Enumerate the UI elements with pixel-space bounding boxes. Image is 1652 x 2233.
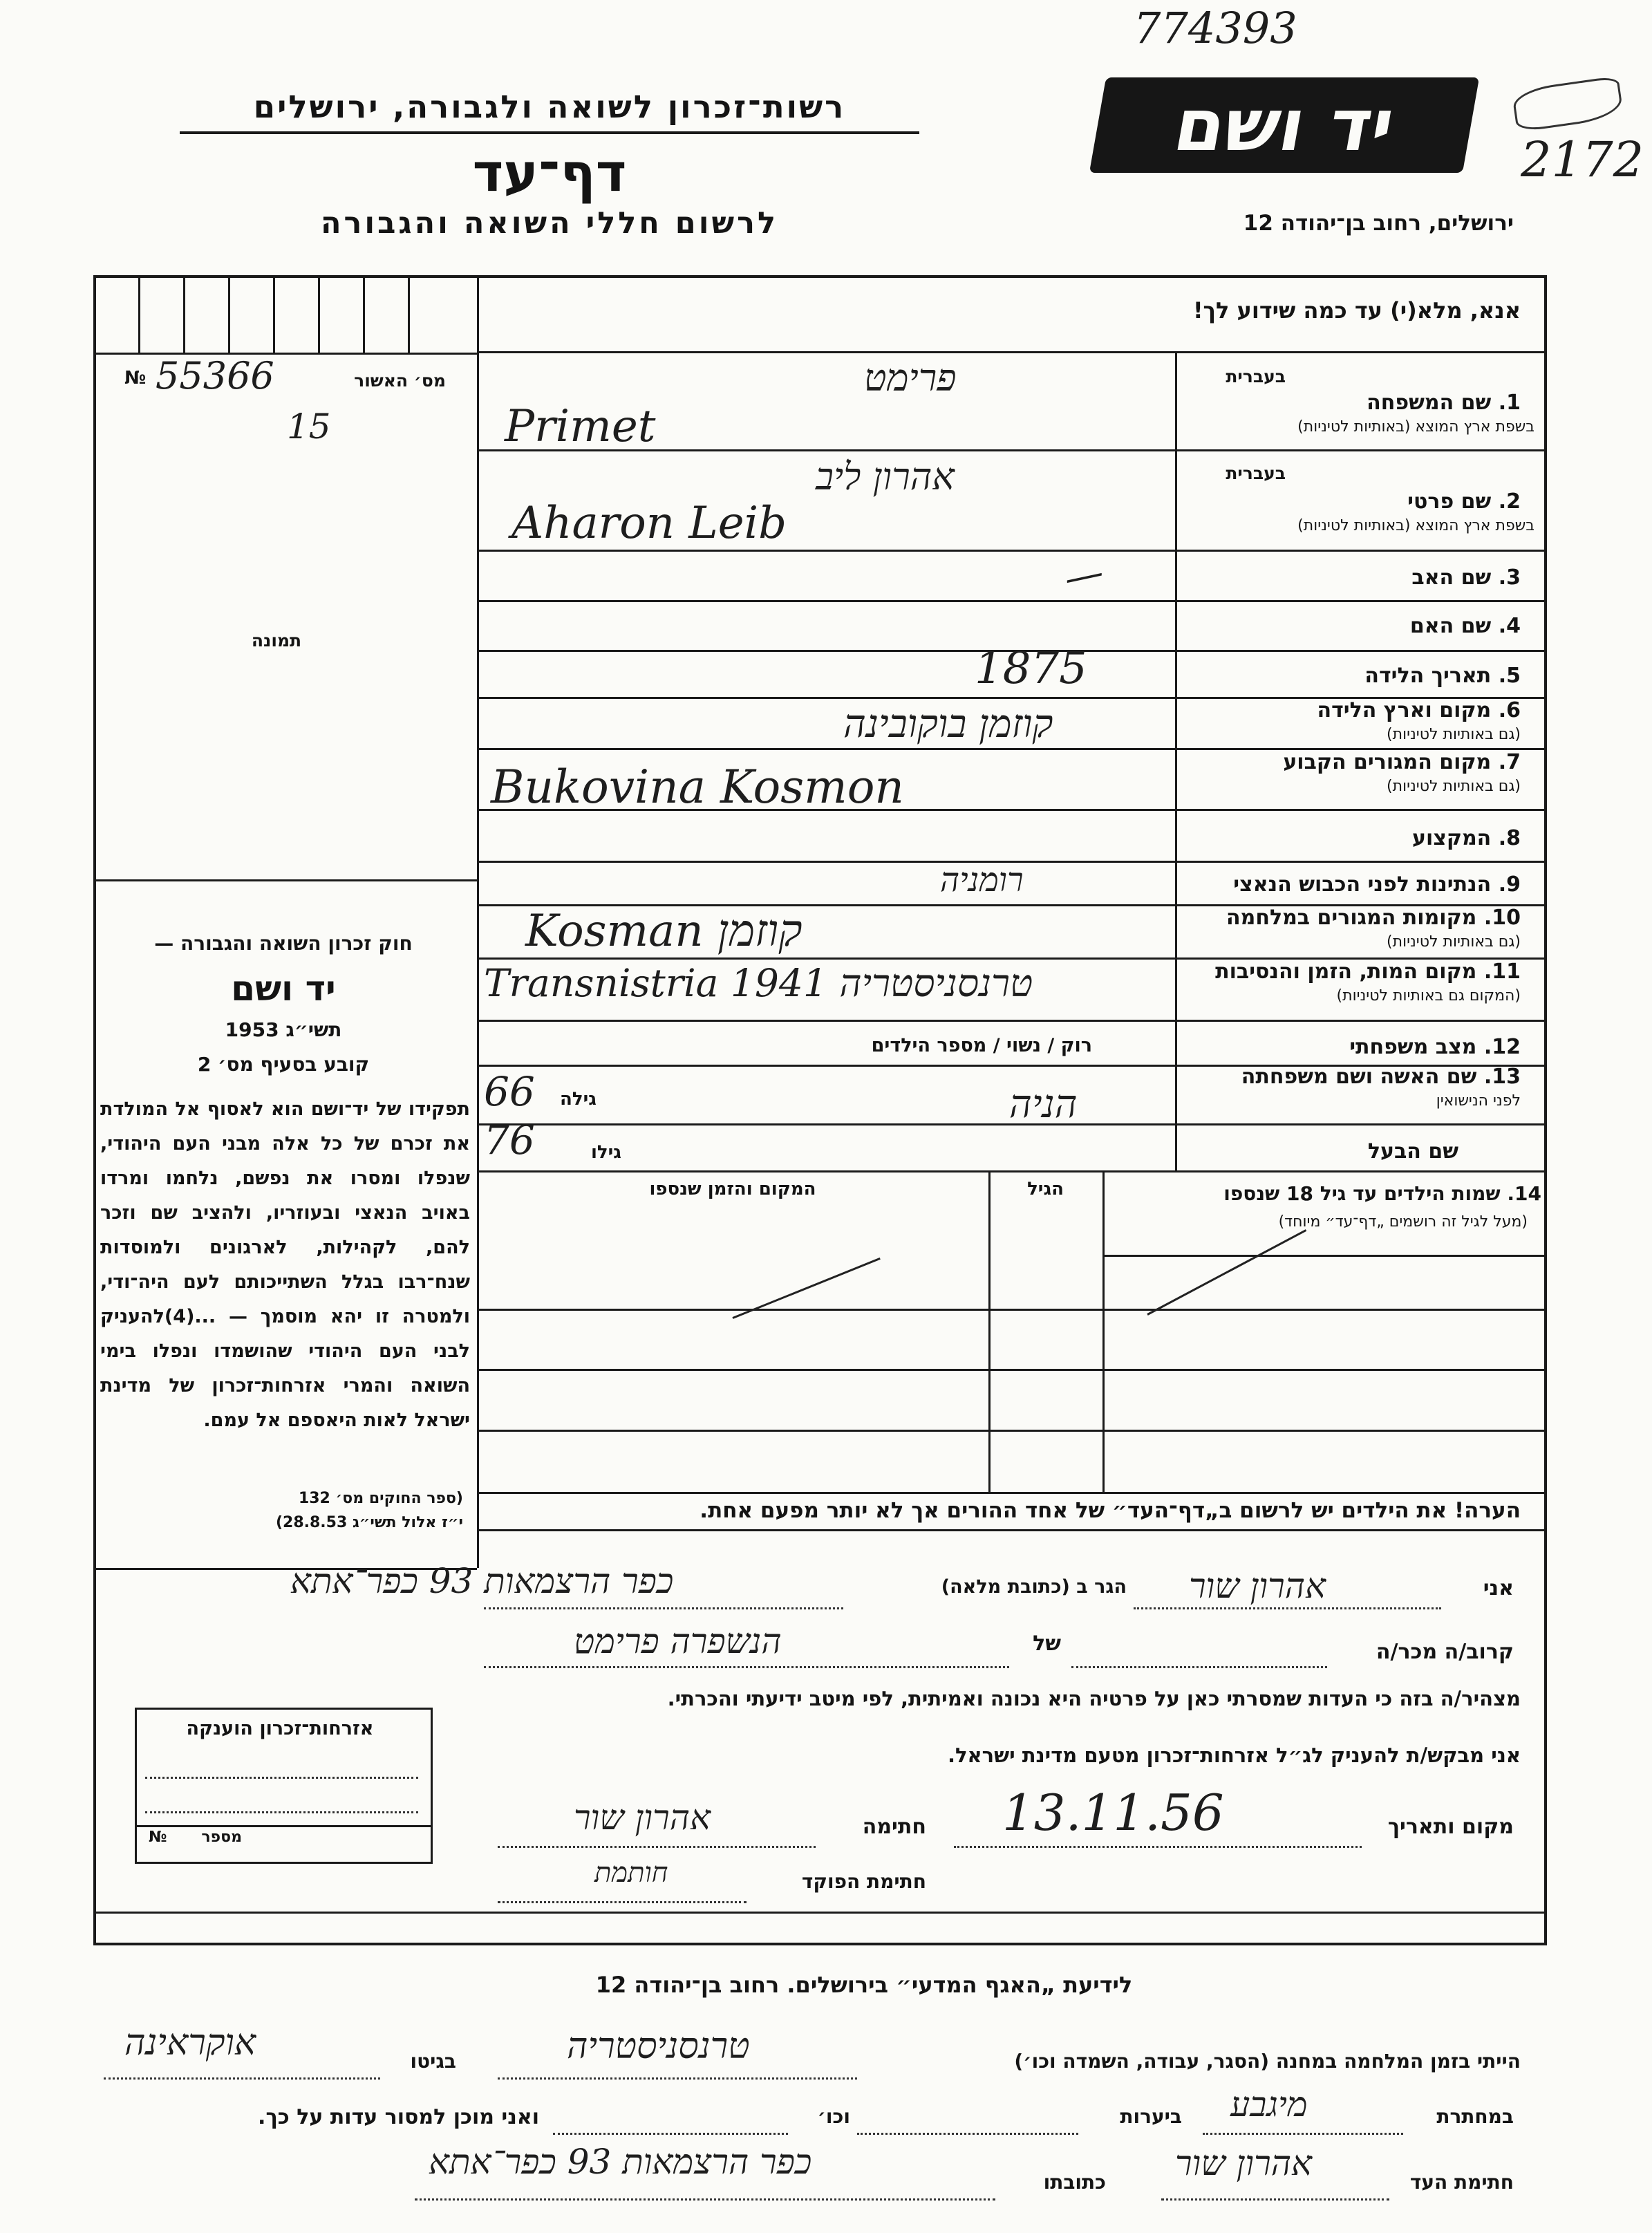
law-source: (ספר החוקים מס׳ 132 — [298, 1490, 463, 1507]
witness-declaration: מצהיר/ה בזה כי העדות שמסרתי כאן על פרטיה היא נכונה ואמיתית, לפי מיטב ידיעתי והכרתי. — [667, 1687, 1521, 1710]
field-6-hint: (גם באותיות לטיניות) — [1387, 726, 1521, 743]
field-2-value-latin[interactable]: Aharon Leib — [511, 498, 787, 549]
age-m-value[interactable]: 76 — [484, 1116, 535, 1164]
ghetto-label: בגיטו — [410, 2050, 456, 2073]
law-name: יד ושם — [231, 969, 336, 1009]
witness-resides-label: הגר ב (כתובת מלאה) — [941, 1576, 1127, 1598]
field-10-hint: (גם באותיות לטיניות) — [1387, 933, 1521, 951]
field-5-value[interactable]: 1875 — [975, 643, 1087, 694]
request-line-border — [477, 351, 1545, 353]
corner-scribble — [1512, 75, 1624, 132]
forests-label: ביערות — [1120, 2105, 1182, 2128]
witness-ani-value[interactable]: אהרון שור — [1189, 1566, 1326, 1606]
partisans-value[interactable]: מיגבע — [1230, 2084, 1308, 2124]
field-7-hint: (גם באותיות לטיניות) — [1387, 778, 1521, 795]
signature-value[interactable]: אהרון שור — [574, 1797, 711, 1838]
field-7-label: 7. מקום המגורים הקבוע — [1283, 750, 1521, 774]
label-column-border — [1175, 351, 1177, 1170]
field-9-value[interactable]: רומניה — [940, 861, 1024, 899]
left-column-border — [477, 275, 479, 1568]
officer-value[interactable]: חותמת — [594, 1857, 668, 1889]
children-col-age: הגיל — [1027, 1179, 1064, 1199]
law-date: י״ז אלול תשי״ג 28.8.53) — [275, 1514, 463, 1531]
children-col-divider-1 — [1102, 1170, 1105, 1492]
witness-sig-value[interactable]: אהרון שור — [1175, 2143, 1313, 2183]
ready-text: ואני מוכן למסור עדות על כך. — [258, 2105, 539, 2129]
field-2-label: 2. שם פרטי — [1407, 489, 1521, 514]
law-year: תשי״ג 1953 — [225, 1018, 342, 1041]
husband-label: שם הבעל — [1367, 1139, 1458, 1164]
children-hint: (מעל לגיל זה רושמים „דף־עד״ מיוחד) — [1278, 1213, 1528, 1231]
children-label: 14. שמות הילדים עד גיל 18 שנספו — [1223, 1182, 1541, 1205]
header-address: ירושלים, רחוב בן־יהודה 12 — [1243, 211, 1514, 236]
field-11-value[interactable]: Transnistria 1941 טרנסניסטריה — [484, 961, 1033, 1005]
yad-vashem-logo: יד ושם — [1089, 77, 1479, 173]
age-f-value[interactable]: 66 — [484, 1068, 535, 1115]
officer-label: חתימת הפוקד — [801, 1870, 926, 1893]
signature-label: חתימה — [862, 1815, 926, 1839]
field-1-hint: בשפת ארץ המוצא (באותיות לטיניות) — [1297, 418, 1534, 436]
witness-ani: אני — [1483, 1576, 1514, 1600]
field-4-label: 4. שם האם — [1409, 614, 1521, 638]
witness-shel-value[interactable]: הנשפרה פרימט — [574, 1621, 782, 1661]
witness-sig-label: חתימת העד — [1409, 2171, 1514, 2194]
field-13-value[interactable]: הניה — [1009, 1082, 1078, 1127]
field-2-hint-top: בעברית — [1226, 463, 1286, 483]
law-body: תפקידו של יד־ושם הוא לאסוף אל המולדת את זכרם של כל אלה מבני העם היהודי, שנפלו ומסרו את נפשם, נלחמו ומרדו באויב הנאצי ובעוזריו, ולהציב שם וזכר להם, לקהילות, לארגונים ולמוסדות שנח־רבו בגלל השתייכותם לעם היה־ודי, ולמטרה זו יהא מוסמך — ...(4)להעניק לבני העם היהודי שהושמדו ונפלו בימי השואה והמרי אזרחות־זכרון של מדינת ישראל לאות היאספם אל עמם. — [100, 1099, 470, 1431]
witness-request: אני מבקש/ת להעניק לג״ל אזרחות־זכרון מטעם מדינת ישראל. — [947, 1744, 1521, 1767]
corner-note: 2172 — [1521, 131, 1644, 188]
field-10-value[interactable]: Kosman קוזמן — [525, 906, 802, 957]
institution-underline — [180, 131, 919, 134]
citizenship-no-mark: № — [149, 1829, 167, 1846]
left-top-grid-line — [93, 353, 477, 355]
camp-value[interactable]: טרנסניסטריה — [567, 2026, 750, 2067]
field-1-value-he[interactable]: פרימט — [864, 356, 957, 400]
witness-address-value[interactable]: כפר הרצמאות 93 כפר־אתא — [429, 2142, 812, 2182]
place-date-label: מקום ותאריך — [1387, 1815, 1514, 1839]
frame-divider-bottom — [93, 1912, 1545, 1914]
witness-address-label: כתובתו — [1043, 2171, 1106, 2194]
photo-area-bottom — [93, 879, 477, 881]
ghetto-value[interactable]: אוקראינה — [124, 2022, 256, 2064]
field-9-label: 9. הנתינות לפני הכבוש הנאצי — [1233, 872, 1521, 897]
field-6-label: 6. מקום וארץ הלידה — [1317, 698, 1521, 722]
witness-shel: של — [1033, 1632, 1061, 1656]
witness-resides-value[interactable]: כפר הרצמאות 93 כפר־אתא — [290, 1561, 674, 1601]
field-13-label: 13. שם האשה ושם משפחתה — [1241, 1065, 1521, 1089]
place-date-value[interactable]: 13.11.56 — [1002, 1784, 1224, 1842]
camp-text: הייתי בזמן המלחמה במחנה (הסגר, עבודה, השמדה וכו׳) — [1014, 2050, 1521, 2073]
field-2-hint: בשפת ארץ המוצא (באותיות לטיניות) — [1297, 517, 1534, 534]
institution-name: רשות־זכרון לשואה ולגבורה, ירושלים — [253, 88, 846, 125]
registry-sub-number: 15 — [287, 407, 331, 447]
registry-label: מס׳ האשור — [354, 371, 446, 391]
form-subtitle: לרשום חללי השואה והגבורה — [320, 206, 779, 241]
field-6-value[interactable]: קוזמן בוקובינה — [843, 702, 1053, 747]
law-section: קובע בסעיף מס׳ 2 — [197, 1053, 370, 1076]
field-12-label: 12. מצב משפחתי — [1349, 1035, 1521, 1059]
etc-label: וכו׳ — [817, 2105, 850, 2128]
field-8-label: 8. המקצוע — [1411, 826, 1521, 850]
field-1-hint-top: בעברית — [1226, 366, 1286, 386]
age-f-label: גילה — [560, 1089, 597, 1110]
field-3-label: 3. שם האב — [1411, 566, 1521, 590]
witness-relation-label: קרוב/ה מכר/ה — [1376, 1640, 1514, 1664]
field-7-value[interactable]: Bukovina Kosmon — [491, 760, 904, 814]
field-13-hint: לפני הנישואין — [1436, 1092, 1521, 1110]
children-col-place: המקום והזמן שנספו — [649, 1179, 816, 1199]
note: הערה! את הילדים יש לרשום ב„דף־העד״ של אחד ההורים אך לא יותר מפעם אחת. — [700, 1498, 1521, 1523]
field-11-label: 11. מקום המות, הזמן והנסיבות — [1215, 960, 1521, 984]
field-12-value[interactable]: רוק / נשוי / מספר הילדים — [871, 1035, 1092, 1056]
law-title: חוק זכרון השואה והגבורה — — [154, 932, 413, 955]
age-m-label: גילו — [591, 1142, 621, 1163]
field-1-value-latin[interactable]: Primet — [505, 401, 656, 452]
field-11-hint: (המקום גם באותיות לטיניות) — [1336, 987, 1521, 1005]
field-3-value[interactable]: — — [1060, 549, 1108, 602]
bottom-heading: לידיעת „האגף המדעי״ בירושלים. רחוב בן־יהודה 12 — [595, 1972, 1133, 1998]
archive-number: 774393 — [1134, 3, 1297, 53]
citizenship-number-label: מספר — [201, 1829, 242, 1846]
photo-label: תמונה — [251, 630, 302, 651]
field-1-label: 1. שם המשפחה — [1367, 391, 1521, 415]
field-5-label: 5. תאריך הלידה — [1364, 664, 1521, 688]
request-line: אנא, מלא(י) עד כמה שידוע לך! — [1192, 297, 1521, 324]
form-title: דף־עד — [472, 142, 627, 203]
field-10-label: 10. מקומות המגורים במלחמה — [1226, 906, 1521, 930]
citizenship-title: אזרחות־זכרון הוענקה — [186, 1718, 374, 1739]
registry-no-mark: № — [124, 368, 147, 389]
field-2-value-he[interactable]: אהרון ליב — [816, 455, 955, 498]
partisans-label: במחתרת — [1436, 2105, 1514, 2128]
registry-number: 55366 — [156, 354, 274, 398]
children-col-divider-2 — [988, 1170, 991, 1492]
